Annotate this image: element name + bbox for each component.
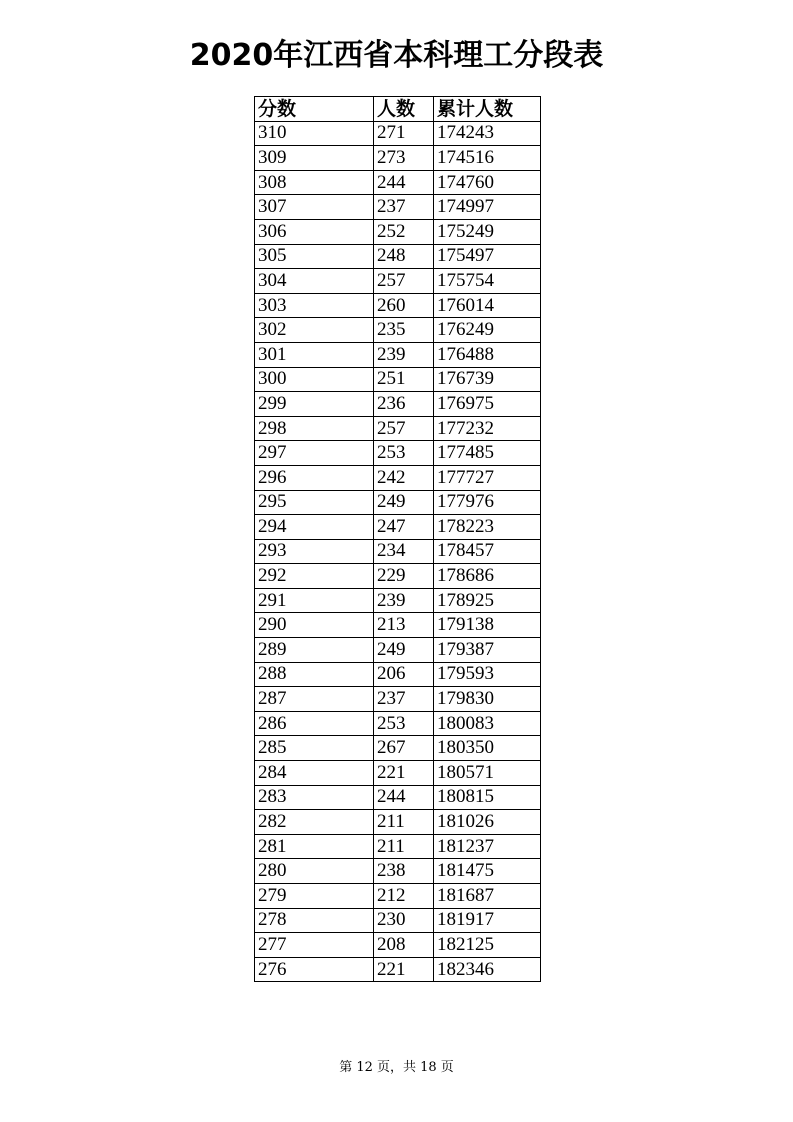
table-row	[255, 416, 541, 441]
cell-cumulative: 175249	[434, 219, 541, 244]
table-row	[255, 367, 541, 392]
cell-count: 238	[374, 859, 434, 884]
table-row	[255, 933, 541, 958]
cell-cumulative: 179830	[434, 687, 541, 712]
table-row	[255, 392, 541, 417]
cell-count: 257	[374, 416, 434, 441]
cell-count: 230	[374, 908, 434, 933]
cell-score: 276	[255, 957, 374, 982]
cell-score: 301	[255, 342, 374, 367]
cell-count: 229	[374, 564, 434, 589]
cell-count: 249	[374, 490, 434, 515]
cell-count: 251	[374, 367, 434, 392]
cell-cumulative: 176488	[434, 342, 541, 367]
cell-count: 239	[374, 342, 434, 367]
table-row	[255, 490, 541, 515]
cell-score: 291	[255, 588, 374, 613]
cell-cumulative: 181687	[434, 884, 541, 909]
cell-count: 234	[374, 539, 434, 564]
table-row	[255, 195, 541, 220]
cell-score: 288	[255, 662, 374, 687]
table-row	[255, 884, 541, 909]
cell-cumulative: 181475	[434, 859, 541, 884]
cell-cumulative: 177232	[434, 416, 541, 441]
cell-score: 283	[255, 785, 374, 810]
table-row	[255, 761, 541, 786]
cell-count: 267	[374, 736, 434, 761]
table-row	[255, 244, 541, 269]
table-row	[255, 293, 541, 318]
cell-score: 295	[255, 490, 374, 515]
cell-score: 306	[255, 219, 374, 244]
cell-cumulative: 176975	[434, 392, 541, 417]
cell-count: 221	[374, 957, 434, 982]
table-row	[255, 121, 541, 146]
cell-count: 244	[374, 785, 434, 810]
cell-cumulative: 181237	[434, 834, 541, 859]
table-row	[255, 465, 541, 490]
cell-score: 278	[255, 908, 374, 933]
cell-cumulative: 179593	[434, 662, 541, 687]
cell-score: 304	[255, 269, 374, 294]
cell-score: 309	[255, 146, 374, 171]
cell-cumulative: 180350	[434, 736, 541, 761]
cell-count: 208	[374, 933, 434, 958]
cell-score: 280	[255, 859, 374, 884]
cell-cumulative: 177727	[434, 465, 541, 490]
cell-count: 260	[374, 293, 434, 318]
cell-cumulative: 176739	[434, 367, 541, 392]
cell-count: 244	[374, 170, 434, 195]
table-row	[255, 638, 541, 663]
cell-count: 213	[374, 613, 434, 638]
cell-cumulative: 178457	[434, 539, 541, 564]
page-title: 2020年江西省本科理工分段表	[189, 38, 604, 73]
cell-score: 277	[255, 933, 374, 958]
cell-cumulative: 181026	[434, 810, 541, 835]
cell-score: 281	[255, 834, 374, 859]
cell-count: 253	[374, 441, 434, 466]
cell-count: 237	[374, 687, 434, 712]
cell-score: 305	[255, 244, 374, 269]
cell-cumulative: 182346	[434, 957, 541, 982]
cell-score: 290	[255, 613, 374, 638]
cell-cumulative: 182125	[434, 933, 541, 958]
cell-score: 302	[255, 318, 374, 343]
cell-count: 211	[374, 810, 434, 835]
table-row	[255, 170, 541, 195]
cell-score: 303	[255, 293, 374, 318]
cell-cumulative: 174516	[434, 146, 541, 171]
table-row	[255, 564, 541, 589]
cell-count: 273	[374, 146, 434, 171]
table-row	[255, 146, 541, 171]
cell-cumulative: 176249	[434, 318, 541, 343]
header-count: 人数	[374, 97, 434, 122]
cell-cumulative: 177485	[434, 441, 541, 466]
cell-cumulative: 179138	[434, 613, 541, 638]
cell-cumulative: 174997	[434, 195, 541, 220]
header-score: 分数	[255, 97, 374, 122]
table-header-row	[255, 97, 541, 122]
table-row	[255, 662, 541, 687]
cell-score: 294	[255, 515, 374, 540]
cell-count: 235	[374, 318, 434, 343]
cell-cumulative: 180815	[434, 785, 541, 810]
page-footer: 第 12 页，共 18 页	[339, 1060, 454, 1075]
table-row	[255, 711, 541, 736]
cell-count: 242	[374, 465, 434, 490]
cell-count: 247	[374, 515, 434, 540]
cell-cumulative: 177976	[434, 490, 541, 515]
table-row	[255, 859, 541, 884]
score-table	[254, 96, 541, 982]
table-row	[255, 785, 541, 810]
cell-cumulative: 178686	[434, 564, 541, 589]
cell-cumulative: 175754	[434, 269, 541, 294]
cell-score: 287	[255, 687, 374, 712]
cell-cumulative: 175497	[434, 244, 541, 269]
cell-count: 211	[374, 834, 434, 859]
cell-cumulative: 174243	[434, 121, 541, 146]
table-row	[255, 441, 541, 466]
table-row	[255, 515, 541, 540]
cell-count: 239	[374, 588, 434, 613]
table-row	[255, 810, 541, 835]
cell-score: 289	[255, 638, 374, 663]
table-row	[255, 834, 541, 859]
cell-score: 296	[255, 465, 374, 490]
cell-cumulative: 179387	[434, 638, 541, 663]
cell-score: 286	[255, 711, 374, 736]
cell-count: 212	[374, 884, 434, 909]
cell-score: 284	[255, 761, 374, 786]
table-row	[255, 588, 541, 613]
cell-score: 297	[255, 441, 374, 466]
cell-score: 292	[255, 564, 374, 589]
table-row	[255, 687, 541, 712]
cell-count: 257	[374, 269, 434, 294]
cell-count: 249	[374, 638, 434, 663]
cell-cumulative: 178223	[434, 515, 541, 540]
cell-score: 285	[255, 736, 374, 761]
table-row	[255, 908, 541, 933]
cell-count: 221	[374, 761, 434, 786]
cell-cumulative: 180083	[434, 711, 541, 736]
cell-score: 299	[255, 392, 374, 417]
table-row	[255, 539, 541, 564]
cell-score: 282	[255, 810, 374, 835]
cell-count: 206	[374, 662, 434, 687]
table-row	[255, 269, 541, 294]
cell-count: 237	[374, 195, 434, 220]
cell-cumulative: 180571	[434, 761, 541, 786]
cell-score: 279	[255, 884, 374, 909]
table-body	[255, 121, 541, 982]
cell-score: 310	[255, 121, 374, 146]
cell-count: 252	[374, 219, 434, 244]
cell-score: 308	[255, 170, 374, 195]
cell-count: 271	[374, 121, 434, 146]
table-row	[255, 613, 541, 638]
table-row	[255, 957, 541, 982]
cell-count: 253	[374, 711, 434, 736]
cell-cumulative: 174760	[434, 170, 541, 195]
header-cumulative: 累计人数	[434, 97, 541, 122]
cell-score: 298	[255, 416, 374, 441]
table-row	[255, 219, 541, 244]
cell-cumulative: 178925	[434, 588, 541, 613]
table-row	[255, 342, 541, 367]
table-row	[255, 736, 541, 761]
cell-score: 307	[255, 195, 374, 220]
table-row	[255, 318, 541, 343]
cell-score: 293	[255, 539, 374, 564]
cell-score: 300	[255, 367, 374, 392]
cell-count: 236	[374, 392, 434, 417]
cell-cumulative: 181917	[434, 908, 541, 933]
cell-cumulative: 176014	[434, 293, 541, 318]
cell-count: 248	[374, 244, 434, 269]
